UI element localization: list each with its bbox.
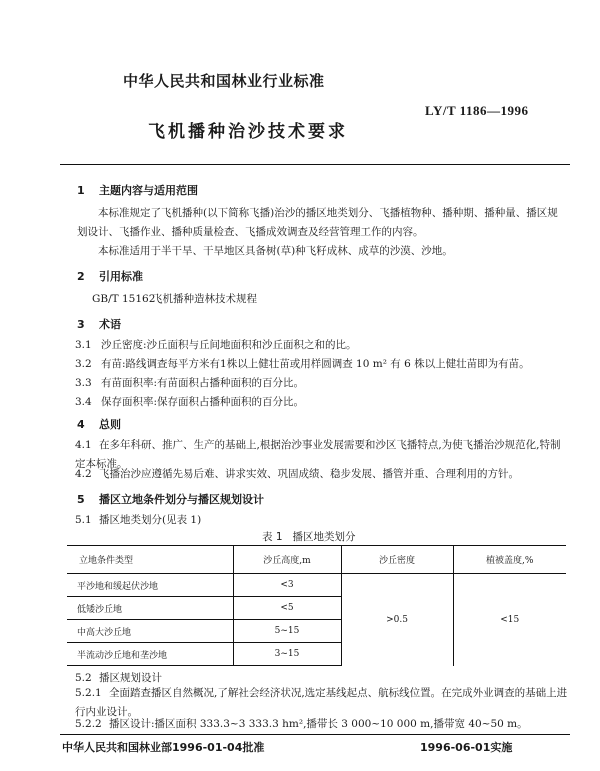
clause-text: 全面踏查播区自然概况,了解社会经济状况,选定基线起点、航标线位置。在完成外业调查的基础上进行内业设计。	[75, 687, 568, 718]
section-number: 4	[77, 418, 85, 431]
section-number: 2	[77, 270, 85, 283]
column-header: 立地条件类型	[67, 546, 233, 574]
section-title: 引用标准	[99, 270, 143, 283]
section-number: 3	[77, 318, 85, 331]
footer-divider	[60, 734, 570, 735]
clause-number: 5.1	[75, 514, 92, 526]
table-1-caption	[262, 529, 356, 544]
dune-height-cell: 3~15	[233, 643, 341, 666]
reference-code: GB/T 15162	[92, 293, 156, 305]
column-header: 植被盖度,%	[453, 546, 566, 574]
issuing-organization: 中华人民共和国林业行业标准	[123, 72, 325, 90]
site-classification-table	[67, 545, 566, 666]
section-title: 总则	[99, 418, 121, 431]
section-1-paragraph-2: 本标准适用于半干旱、干旱地区具备树(草)种飞籽成林、成草的沙漠、沙地。	[98, 245, 453, 257]
header-divider	[60, 164, 570, 165]
dune-height-cell: <5	[233, 597, 341, 620]
clause-5-2-2	[75, 715, 528, 733]
table-row	[67, 574, 566, 597]
site-type-cell: 低矮沙丘地	[67, 597, 233, 620]
clause-number: 4.1	[75, 439, 92, 451]
site-type-cell: 半流动沙丘地和垄沙地	[67, 643, 233, 666]
term-number: 3.4	[75, 396, 92, 408]
term-text: 有苗面积率:有苗面积占播种面积的百分比。	[101, 377, 305, 389]
clause-text: 飞播治沙应遵循先易后难、讲求实效、巩固成绩、稳步发展、播管并重、合理利用的方针。	[99, 468, 519, 480]
clause-number: 5.2	[75, 672, 92, 684]
column-header: 沙丘高度,m	[233, 546, 341, 574]
section-4-heading	[77, 416, 121, 432]
section-1-paragraph-1: 本标准规定了飞机播种(以下简称飞播)治沙的播区地类划分、飞播植物种、播种期、播种量、播区规划设计、飞播作业、播种质量检查、飞播成效调查及经营管理工作的内容。	[77, 207, 558, 238]
term-item	[75, 393, 304, 411]
term-text: 沙丘密度:沙丘面积与丘间地面积和沙丘面积之和的比。	[101, 339, 357, 351]
term-text: 有苗:路线调查每平方米有1株以上健壮苗或用样圆调查 10 m² 有 6 株以上健壮苗即为有苗。	[101, 358, 530, 370]
term-item	[75, 374, 304, 392]
section-4-clause-2	[75, 465, 519, 483]
dune-height-cell: <3	[233, 574, 341, 597]
standard-number: LY/T 1186—1996	[425, 103, 529, 118]
clause-number: 5.2.2	[75, 718, 102, 730]
clause-text: 播区地类划分(见表 1)	[99, 514, 202, 526]
section-number: 5	[77, 493, 85, 506]
section-number: 1	[77, 184, 85, 197]
section-2-heading	[77, 268, 143, 284]
term-item	[75, 336, 357, 354]
clause-text: 在多年科研、推广、生产的基础上,根据治沙事业发展需要和沙区飞播特点,为使飞播治沙规范化,特制定本标准。	[75, 439, 561, 470]
vegetation-coverage-cell: <15	[500, 614, 520, 625]
clause-text: 播区设计:播区面积 333.3~3 333.3 hm²,播带长 3 000~10 000 m,播带宽 40~50 m。	[109, 718, 528, 730]
reference-title: 飞机播种造林技术规程	[152, 293, 257, 305]
dune-height-cell: 5~15	[233, 620, 341, 643]
section-3-heading	[77, 316, 121, 332]
clause-number: 4.2	[75, 468, 92, 480]
dune-density-cell: >0.5	[341, 574, 453, 666]
table-header-row	[67, 546, 566, 574]
effective-date: 1996-06-01实施	[420, 741, 513, 754]
site-type-cell: 中高大沙丘地	[67, 620, 233, 643]
section-title: 播区立地条件划分与播区规划设计	[99, 493, 264, 506]
table-number: 表 1	[262, 531, 283, 543]
document-title: 飞机播种治沙技术要求	[148, 122, 348, 142]
clause-text: 播区规划设计	[99, 672, 162, 684]
clause-number: 5.2.1	[75, 687, 102, 699]
section-5-heading	[77, 491, 264, 507]
section-title: 主题内容与适用范围	[99, 184, 198, 197]
term-number: 3.3	[75, 377, 92, 389]
normative-reference	[92, 290, 257, 308]
section-1-heading	[77, 182, 198, 198]
clause-5-1	[75, 511, 201, 529]
column-header: 沙丘密度	[341, 546, 453, 574]
site-type-cell: 平沙地和缓起伏沙地	[67, 574, 233, 597]
term-item	[75, 355, 530, 373]
approval-line: 中华人民共和国林业部1996-01-04批准	[62, 741, 265, 754]
section-title: 术语	[99, 318, 121, 331]
term-text: 保存面积率:保存面积占播种面积的百分比。	[101, 396, 305, 408]
term-number: 3.1	[75, 339, 92, 351]
table-title: 播区地类划分	[292, 531, 356, 543]
term-number: 3.2	[75, 358, 92, 370]
